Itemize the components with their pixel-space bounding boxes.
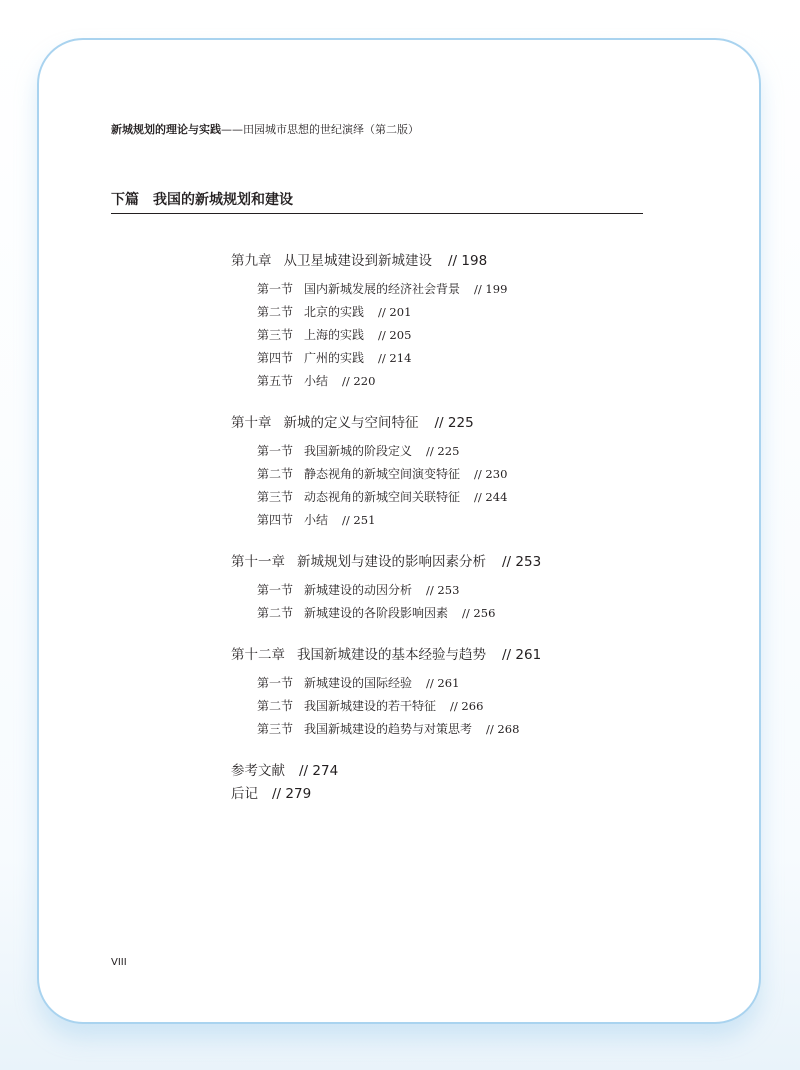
part-label: 下篇 [111,192,139,208]
chapter-11 [231,551,651,625]
chapter-entry[interactable] [231,551,651,574]
section-number: 第二节 [257,467,294,481]
chapter-number: 第九章 [231,253,272,269]
section-title: 国内新城发展的经济社会背景 [304,282,461,296]
section-title: 静态视角的新城空间演变特征 [304,467,461,481]
section-list [231,579,651,625]
section-number: 第一节 [257,583,294,597]
part-title [111,189,293,209]
section-entry[interactable] [257,347,651,370]
chapter-title: 从卫星城建设到新城建设 [283,253,432,269]
section-number: 第二节 [257,606,294,620]
section-page: // 199 [474,282,508,296]
section-page: // 220 [342,374,376,388]
section-page: // 251 [342,513,376,527]
section-entry[interactable] [257,278,651,301]
section-title: 小结 [304,374,329,388]
section-number: 第三节 [257,328,294,342]
section-number: 第三节 [257,722,294,736]
back-matter-title: 后记 [231,786,258,802]
section-title: 北京的实践 [304,305,365,319]
section-entry[interactable] [257,579,651,602]
section-number: 第一节 [257,444,294,458]
chapter-number: 第十二章 [231,647,285,663]
back-matter-entry-afterword[interactable] [231,783,651,806]
section-entry[interactable] [257,440,651,463]
chapter-12 [231,644,651,741]
section-page: // 225 [426,444,460,458]
back-matter-page: // 274 [299,763,339,779]
back-matter [231,760,651,806]
table-of-contents [231,250,651,806]
chapter-entry[interactable] [231,644,651,667]
section-page: // 214 [378,351,412,365]
section-title: 上海的实践 [304,328,365,342]
section-title: 新城建设的各阶段影响因素 [304,606,449,620]
section-number: 第一节 [257,282,294,296]
section-entry[interactable] [257,718,651,741]
page-number: VIII [111,957,127,968]
section-page: // 201 [378,305,412,319]
part-name: 我国的新城规划和建设 [153,192,293,208]
chapter-number: 第十一章 [231,554,285,570]
section-entry[interactable] [257,695,651,718]
back-matter-entry-references[interactable] [231,760,651,783]
section-entry[interactable] [257,324,651,347]
section-page: // 256 [462,606,496,620]
section-page: // 268 [486,722,520,736]
section-title: 新城建设的动因分析 [304,583,413,597]
part-divider [111,213,643,214]
section-list [231,672,651,741]
chapter-title: 新城的定义与空间特征 [283,415,419,431]
section-number: 第二节 [257,699,294,713]
section-number: 第二节 [257,305,294,319]
chapter-page: // 225 [434,415,474,431]
chapter-number: 第十章 [231,415,272,431]
section-entry[interactable] [257,486,651,509]
chapter-page: // 261 [502,647,542,663]
chapter-title: 新城规划与建设的影响因素分析 [297,554,486,570]
running-head-subtitle: ——田园城市思想的世纪演绎（第二版） [221,123,419,136]
section-number: 第五节 [257,374,294,388]
section-page: // 205 [378,328,412,342]
section-title: 广州的实践 [304,351,365,365]
section-page: // 230 [474,467,508,481]
section-title: 我国新城的阶段定义 [304,444,413,458]
section-title: 我国新城建设的若干特征 [304,699,437,713]
section-number: 第四节 [257,513,294,527]
section-entry[interactable] [257,463,651,486]
section-entry[interactable] [257,509,651,532]
section-entry[interactable] [257,672,651,695]
section-title: 新城建设的国际经验 [304,676,413,690]
section-page: // 244 [474,490,508,504]
section-title: 我国新城建设的趋势与对策思考 [304,722,473,736]
section-page: // 266 [450,699,484,713]
chapter-page: // 198 [448,253,488,269]
back-matter-page: // 279 [272,786,312,802]
chapter-page: // 253 [502,554,542,570]
section-entry[interactable] [257,602,651,625]
chapter-entry[interactable] [231,412,651,435]
section-title: 动态视角的新城空间关联特征 [304,490,461,504]
section-list [231,278,651,393]
chapter-entry[interactable] [231,250,651,273]
section-title: 小结 [304,513,329,527]
section-number: 第一节 [257,676,294,690]
section-list [231,440,651,532]
section-number: 第四节 [257,351,294,365]
chapter-10 [231,412,651,532]
section-page: // 253 [426,583,460,597]
section-entry[interactable] [257,370,651,393]
running-head [111,121,419,137]
back-matter-title: 参考文献 [231,763,285,779]
chapter-9 [231,250,651,393]
section-entry[interactable] [257,301,651,324]
section-page: // 261 [426,676,460,690]
chapter-title: 我国新城建设的基本经验与趋势 [297,647,486,663]
section-number: 第三节 [257,490,294,504]
running-head-title: 新城规划的理论与实践 [111,123,221,136]
